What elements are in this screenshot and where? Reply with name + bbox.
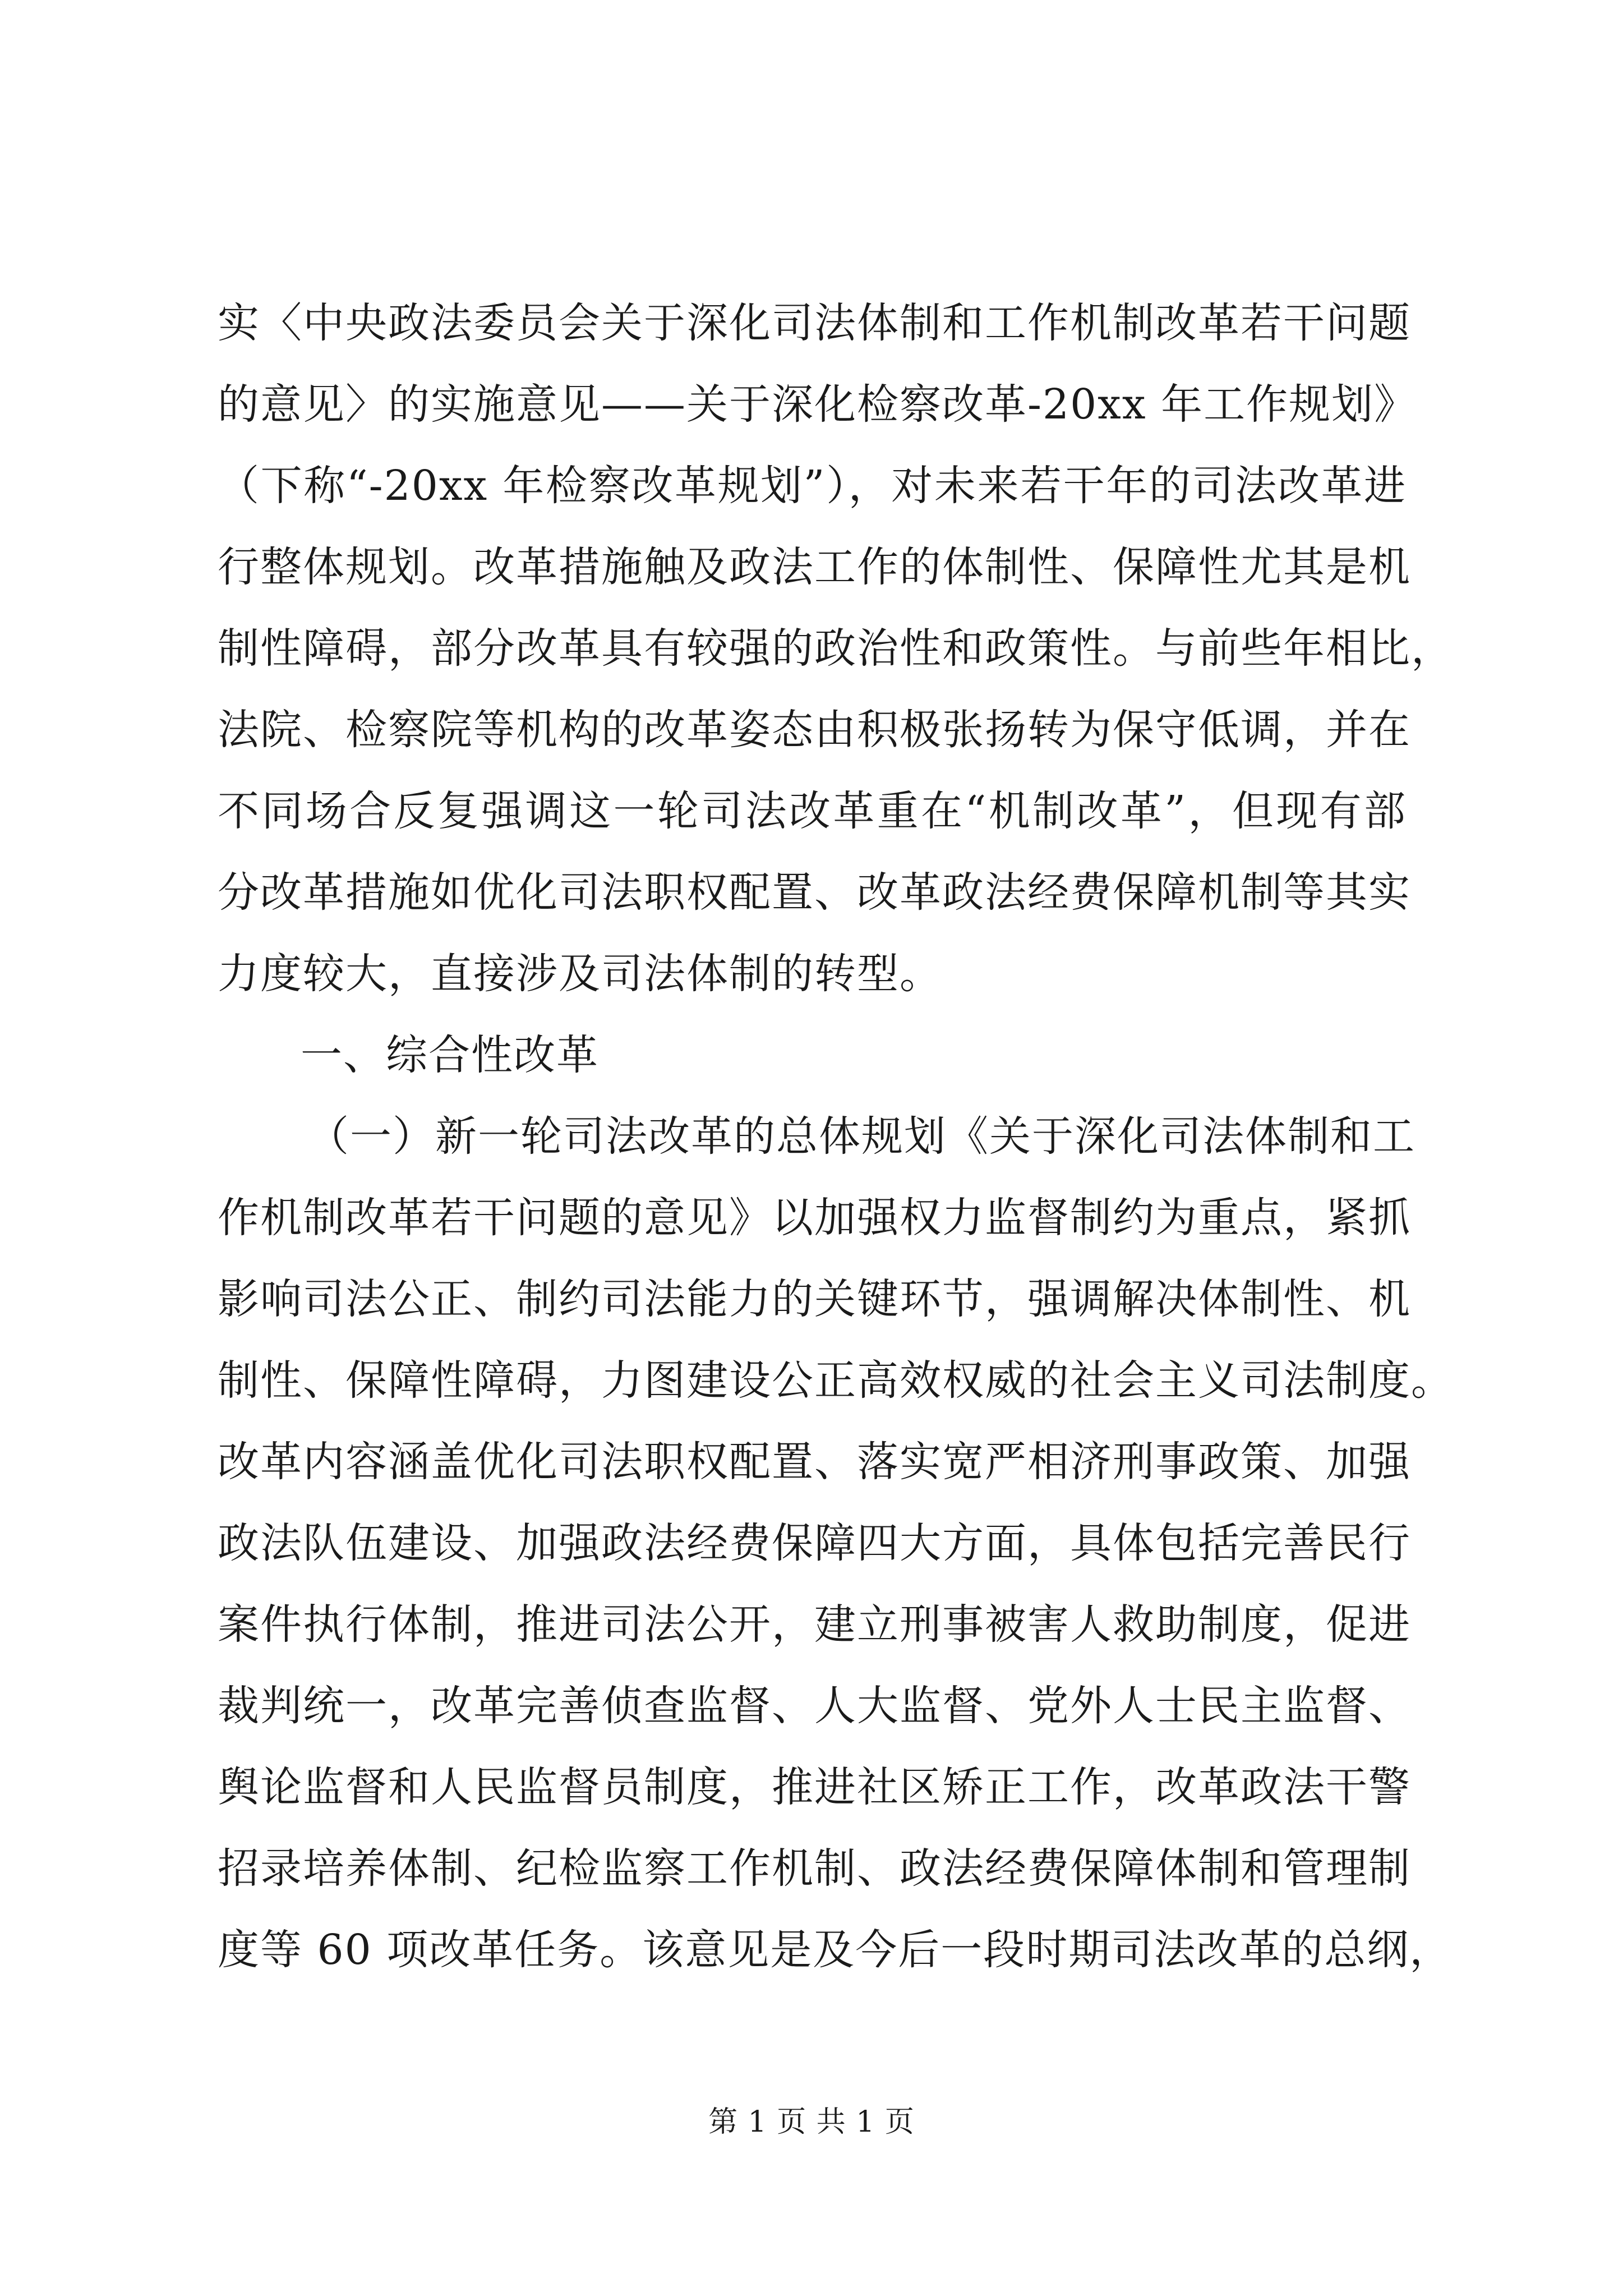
text-line: 政法队伍建设、加强政法经费保障四大方面，具体包括完善民行	[218, 1519, 1411, 1567]
text-line: 分改革措施如优化司法职权配置、改革政法经费保障机制等其实	[218, 868, 1411, 917]
text-line: 招录培养体制、纪检监察工作机制、政法经费保障体制和管理制	[218, 1844, 1411, 1893]
text-line: 作机制改革若干问题的意见》以加强权力监督制约为重点，紧抓	[218, 1194, 1411, 1242]
text-line: 制性障碍，部分改革具有较强的政治性和政策性。与前些年相比，	[218, 624, 1454, 673]
text-line: 的意见〉的实施意见——关于深化检察改革-20xx 年工作规划》	[218, 380, 1417, 429]
text-line: 法院、检察院等机构的改革姿态由积极张扬转为保守低调，并在	[218, 706, 1411, 754]
text-line: 力度较大，直接涉及司法体制的转型。	[218, 950, 942, 998]
text-line: 实〈中央政法委员会关于深化司法体制和工作机制改革若干问题	[218, 299, 1411, 347]
text-line: 行整体规划。改革措施触及政法工作的体制性、保障性尤其是机	[218, 543, 1411, 591]
text-line: 案件执行体制，推进司法公开，建立刑事被害人救助制度，促进	[218, 1600, 1411, 1649]
text-line: （下称“-20xx 年检察改革规划”），对未来若干年的司法改革进	[218, 462, 1407, 510]
text-line: 制性、保障性障碍，力图建设公正高效权威的社会主义司法制度。	[218, 1356, 1454, 1405]
text-line: 度等 60 项改革任务。该意见是及今后一段时期司法改革的总纲，	[218, 1926, 1453, 1974]
text-line: 改革内容涵盖优化司法职权配置、落实宽严相济刑事政策、加强	[218, 1438, 1411, 1486]
text-line: 裁判统一，改革完善侦查监督、人大监督、党外人士民主监督、	[218, 1682, 1411, 1730]
subsection-heading-line: （一）新一轮司法改革的总体规划《关于深化司法体制和工	[307, 1112, 1415, 1161]
text-line: 不同场合反复强调这一轮司法改革重在“机制改革”，但现有部	[218, 787, 1407, 835]
section-heading: 一、综合性改革	[301, 1031, 599, 1079]
page-number-footer: 第 1 页 共 1 页	[708, 2105, 915, 2139]
document-body	[218, 283, 1454, 1991]
text-line: 舆论监督和人民监督员制度，推进社区矫正工作，改革政法干警	[218, 1763, 1411, 1811]
text-line: 影响司法公正、制约司法能力的关键环节，强调解决体制性、机	[218, 1275, 1411, 1323]
